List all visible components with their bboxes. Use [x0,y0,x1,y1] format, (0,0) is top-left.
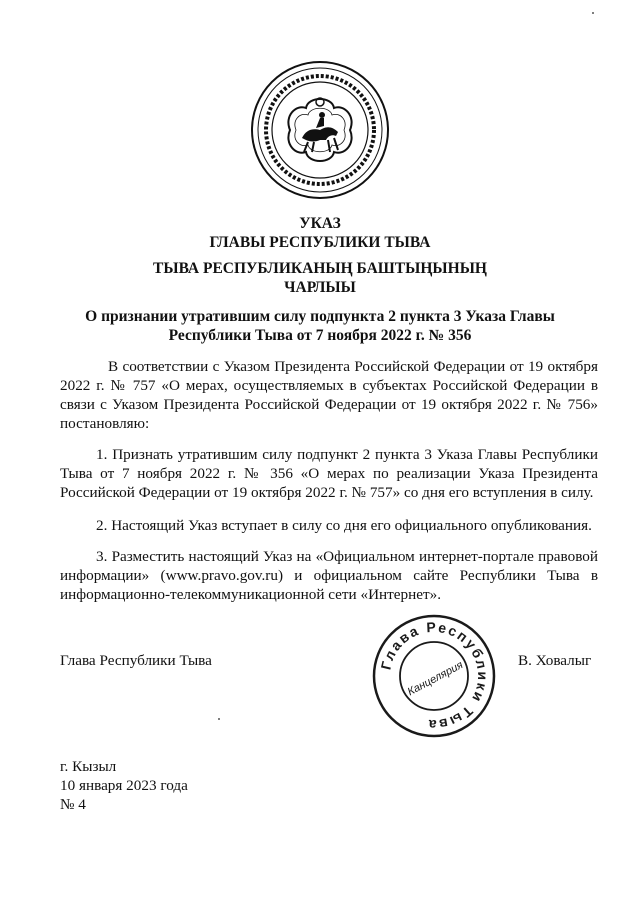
item-3-paragraph: 3. Разместить настоящий Указ на «Официальном интернет-портале правовой информации» (www.pravo.gov.ru) и официальном сайте Республики Тыва в информационно-телекоммуникационной сети «Интернет». [60,548,598,603]
decree-title-line2: ГЛАВЫ РЕСПУБЛИКИ ТЫВА [209,234,431,251]
signatory-position: Глава Республики Тыва [60,652,212,669]
decree-title [60,214,580,252]
decree-subject [60,307,580,345]
coat-of-arms-tuva-icon [250,60,390,200]
decree-title-line1: УКАЗ [299,215,341,232]
scan-speck [218,718,220,720]
subject-line2: Республики Тыва от 7 ноября 2022 г. № 356 [168,327,472,344]
item-2-paragraph: 2. Настоящий Указ вступает в силу со дня его официального опубликования. [96,517,592,534]
scan-speck [592,12,594,14]
issue-date: 10 января 2023 года [60,777,188,794]
item-1-paragraph: 1. Признать утратившим силу подпункт 2 пункта 3 Указа Главы Республики Тыва от 7 ноября 2022 г. № 356 «О мерах по реализации Указа Президента Российской Федерации от 19 октября 2022 г. № 757» со дня его вступления в силу. [60,446,598,501]
office-stamp-icon [370,612,498,740]
stamp-center-text: Канцелярия [405,659,466,699]
decree-title-tuvan [60,259,580,297]
issue-city: г. Кызыл [60,758,117,775]
preamble-paragraph: В соответствии с Указом Президента Российской Федерации от 19 октября 2022 г. № 757 «О мерах, осуществляемых в субъектах Российской Федерации в связи с Указом Президента Российской Федерации от 19 октября 2022 г. № 756» постановляю: [60,358,598,432]
document-footer [60,757,188,814]
signatory-name: В. Ховалыг [518,652,592,669]
tuvan-title-line2: ЧАРЛЫЫ [284,279,356,296]
decree-number: № 4 [60,796,86,813]
subject-line1: О признании утратившим силу подпункта 2 пункта 3 Указа Главы [85,308,555,325]
stamp-ring-text: Глава Республики Тыва [377,618,492,734]
tuvan-title-line1: ТЫВА РЕСПУБЛИКАНЫҢ БАШТЫҢЫНЫҢ [153,260,487,277]
